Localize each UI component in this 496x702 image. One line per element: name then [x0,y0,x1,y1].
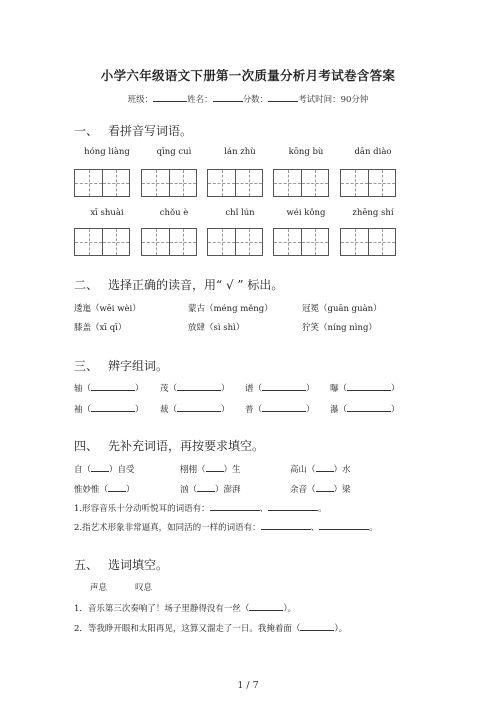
word-group-item[interactable]: 轴（ ） [74,384,144,394]
writing-grid[interactable] [141,228,197,256]
word-group-item[interactable]: 谱（ ） [245,384,315,394]
class-blank[interactable] [153,93,187,102]
page-number: 1 / 7 [237,680,259,691]
idiom-fill-item[interactable]: 自（ ）自受 [74,465,135,475]
time-label: 考试时间：90分钟 [298,95,369,105]
class-label: 班级： [127,95,154,105]
writing-grid[interactable] [141,169,197,197]
section-4-number: 四、 [74,439,99,453]
pinyin-label: lán zhù [224,147,256,157]
pronunciation-item[interactable]: 逶迤（wēi wèi） [74,304,141,314]
section-2-number: 二、 [74,278,99,292]
question-4-2[interactable]: 2.指艺术形象非常逼真，如同活的一样的词语有： 、 。 [74,523,378,533]
section-2-text: 选择正确的读音，用“ √ ” 标出。 [108,278,284,292]
section-1-number: 一、 [74,124,99,138]
writing-grid[interactable] [340,169,396,197]
score-blank[interactable] [268,93,298,102]
pinyin-label: hóng liàng [84,147,130,157]
idiom-fill-item[interactable]: 惟妙惟（ ） [74,485,135,495]
pinyin-label: qīng cuì [156,147,192,157]
writing-grid[interactable] [74,169,130,197]
word-group-item[interactable]: 袖（ ） [74,405,144,415]
section-4-text: 先补充词语，再按要求填空。 [108,439,265,453]
name-blank[interactable] [213,93,243,102]
pronunciation-item[interactable]: 蒙古（méng měng） [188,304,273,314]
section-1-heading [74,122,192,139]
question-4-1[interactable]: 1.形容音乐十分动听悦耳的词语有： 、 。 [74,504,327,514]
writing-grid[interactable] [207,228,263,256]
section-1-text: 看拼音写词语。 [108,124,193,138]
exam-title: 小学六年级语文下册第一次质量分析月考试卷含答案 [100,68,396,83]
pronunciation-item[interactable]: 狞笑（níng nìng） [302,323,377,333]
idiom-fill-item[interactable]: 栩栩（ ）生 [180,465,241,475]
section-5-heading [74,556,168,573]
writing-grid[interactable] [273,169,329,197]
fill-sentence-1[interactable]: 1．音乐第三次奏响了！场子里静得没有一丝（ ）。 [74,604,297,614]
word-group-item[interactable]: 普（ ） [245,405,315,415]
word-group-item[interactable]: 曝（ ） [330,384,400,394]
pinyin-label: chǐ lún [225,208,255,218]
section-2-heading [74,276,283,293]
writing-grid[interactable] [273,228,329,256]
pinyin-label: chǒu è [159,208,189,218]
pinyin-label: wéi kǒng [286,208,326,218]
section-5-number: 五、 [74,558,99,572]
pronunciation-item[interactable]: 膝盖（xī qī） [74,323,127,333]
name-label: 姓名： [187,95,213,105]
idiom-fill-item[interactable]: 高山（ ）水 [290,465,351,475]
writing-grid[interactable] [74,228,130,256]
section-5-text: 选词填空。 [108,558,169,572]
pronunciation-item[interactable]: 放肆（sì shì） [188,323,245,333]
idiom-fill-item[interactable]: 余音（ ）梁 [290,485,351,495]
writing-grid[interactable] [207,169,263,197]
pronunciation-item[interactable]: 冠冕（guān guàn） [302,304,382,314]
word-choice: 叹息 [135,583,153,593]
section-4-heading [74,437,264,454]
pinyin-label: zhēng shí [352,208,394,218]
pinyin-label: kōng bù [288,147,324,157]
writing-grid[interactable] [340,228,396,256]
fill-sentence-2[interactable]: 2．等我睁开眼和太阳再见，这算又溜走了一日。我掩着面（ ）。 [74,624,348,634]
section-3-heading [74,357,168,374]
score-label: 分数： [242,95,269,105]
section-3-text: 辨字组词。 [108,359,169,373]
word-group-item[interactable]: 茂（ ） [160,384,230,394]
word-group-item[interactable]: 裁（ ） [160,405,230,415]
idiom-fill-item[interactable]: 汹（ ）澎湃 [180,485,241,495]
pinyin-label: dān diào [354,147,392,157]
pinyin-label: xī shuài [90,208,124,218]
section-3-number: 三、 [74,359,99,373]
word-group-item[interactable]: 瀑（ ） [330,405,400,415]
exam-info-line [0,93,496,105]
word-choice: 声息 [90,583,108,593]
